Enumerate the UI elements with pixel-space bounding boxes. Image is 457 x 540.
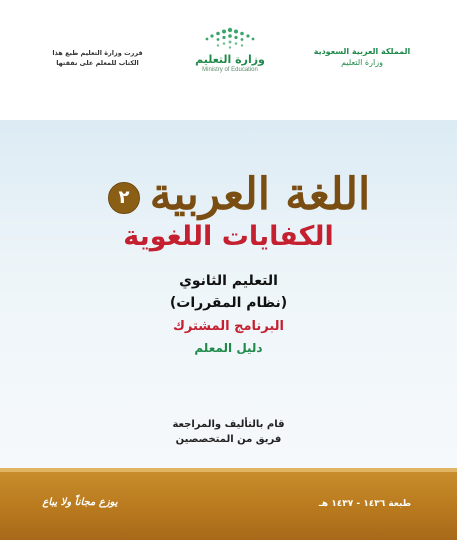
program-title: البرنامج المشترك [172,319,285,334]
decision-line1: قررت وزارة التعليم طبع هذا [52,49,143,57]
level-title: التعليم الثانوي [179,273,278,289]
volume-badge: ٢ [108,182,140,214]
ministry-name-en: Ministry of Education [202,67,258,73]
track-title: الكفايات اللغوية [123,221,334,252]
ministry-name-ar: وزارة التعليم [195,53,265,66]
cover-body [0,120,457,468]
free-distribution-label: يوزع مجاناً ولا يباع [42,497,118,508]
subject-title: اللغة العربية [149,169,371,220]
kingdom-line2: وزارة التعليم [341,58,383,67]
kingdom-label [297,46,427,68]
subject-row [0,142,457,220]
edition-label: طبعة ١٤٣٦ - ١٤٣٧ هـ [318,499,412,509]
ministry-logo [175,26,285,86]
guide-title: دليل المعلم [194,341,263,355]
ministry-emblem-icon [197,26,263,52]
cover-footer [0,468,457,540]
kingdom-line1: المملكة العربية السعودية [313,47,411,56]
decision-line2: الكتاب للمعلم على نفقتها [56,59,139,67]
authors-line1: قام بالتأليف والمراجعة [172,419,285,430]
footer-stripe [0,468,457,472]
authors-line2: فريق من المتخصصين [175,434,282,445]
system-title: (نظام المقررات) [169,295,288,311]
print-decision-note [30,48,165,68]
cover-header [0,0,457,120]
